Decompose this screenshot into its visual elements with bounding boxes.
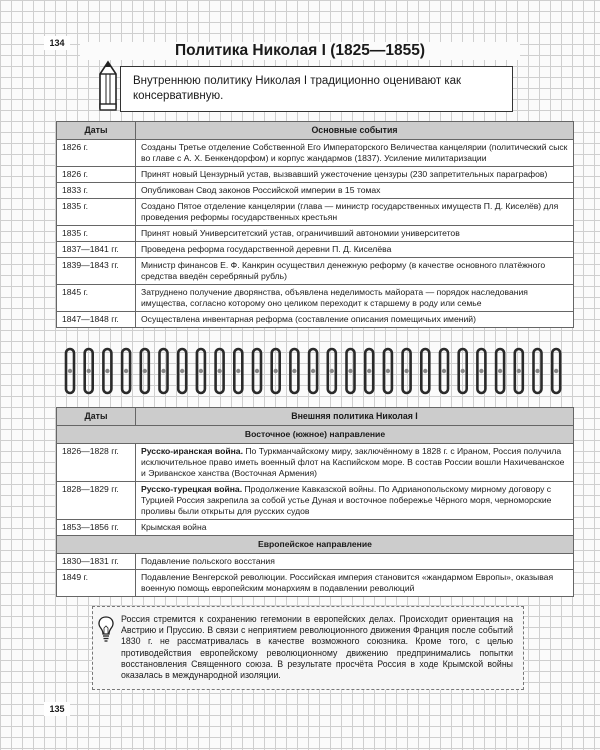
row-event: Подавление польского восстания [136, 554, 574, 570]
row-date: 1833 г. [57, 183, 136, 199]
binding-hole [199, 369, 203, 373]
row-event: Осуществлена инвентарная реформа (составление описания помещичьих имений) [136, 312, 574, 328]
header-dates: Даты [57, 122, 136, 140]
row-date: 1826 г. [57, 167, 136, 183]
row-date: 1826 г. [57, 140, 136, 167]
table-row [57, 140, 574, 167]
header-dates: Даты [57, 408, 136, 426]
event-text: По Туркманчайскому миру, заключённому в 1828 г. с Ираном, Россия получила исключительное право иметь военный флот на Каспийском море. В состав России вошли Нахичеванское и Эриванское ханства (Восточная Армения) [141, 446, 565, 478]
binding-hole [535, 369, 539, 373]
row-event [136, 482, 574, 520]
event-title: Русско-иранская война. [141, 446, 243, 456]
binding-hole [367, 369, 371, 373]
binding-hole [404, 369, 408, 373]
binding-hole [217, 369, 221, 373]
table-header-row [57, 408, 574, 426]
binding-hole [255, 369, 259, 373]
row-date: 1837—1841 гг. [57, 242, 136, 258]
intro-box [120, 66, 513, 112]
binding-hole [348, 369, 352, 373]
row-date: 1835 г. [57, 226, 136, 242]
binding-hole [517, 369, 521, 373]
subheading-row [57, 536, 574, 554]
row-event: Принят новый Университетский устав, ограничивший автономии университетов [136, 226, 574, 242]
summary-note [92, 606, 524, 690]
table-row [57, 444, 574, 482]
table-row [57, 554, 574, 570]
row-date: 1847—1848 гг. [57, 312, 136, 328]
page-number-bottom: 135 [44, 702, 70, 716]
binding-hole [311, 369, 315, 373]
row-date: 1828—1829 гг. [57, 482, 136, 520]
header-foreign-policy: Внешняя политика Николая I [136, 408, 574, 426]
binding-hole [386, 369, 390, 373]
binding-hole [161, 369, 165, 373]
table-row [57, 167, 574, 183]
intro-text: Внутреннюю политику Николая I традиционно оценивают как консервативную. [133, 75, 462, 102]
binding-hole [87, 369, 91, 373]
table-row [57, 312, 574, 328]
binding-hole [479, 369, 483, 373]
binding-hole [292, 369, 296, 373]
row-event: Создано Пятое отделение канцелярии (глава — министр государственных имуществ П. Д. Киселёв) для проведения реформы государственных крестьян [136, 199, 574, 226]
row-date: 1826—1828 гг. [57, 444, 136, 482]
table-row [57, 183, 574, 199]
row-date: 1835 г. [57, 199, 136, 226]
east-direction-heading: Восточное (южное) направление [57, 426, 574, 444]
binding-hole [423, 369, 427, 373]
binding-hole [180, 369, 184, 373]
table-row [57, 242, 574, 258]
row-event: Созданы Третье отделение Собственной Его Императорского Величества канцелярии (политический сыск во главе с А. Х. Бенкендорфом) и корпус жандармов (1837). Усиление милитаризации [136, 140, 574, 167]
row-event: Проведена реформа государственной деревни П. Д. Киселёва [136, 242, 574, 258]
table-row [57, 285, 574, 312]
row-date: 1830—1831 гг. [57, 554, 136, 570]
row-event: Министр финансов Е. Ф. Канкрин осуществил денежную реформу (в качестве основного платёжного средства введён серебряный рубль) [136, 258, 574, 285]
row-date: 1845 г. [57, 285, 136, 312]
binding-hole [442, 369, 446, 373]
table-header-row [57, 122, 574, 140]
binding-hole [105, 369, 109, 373]
page-title: Политика Николая I (1825—1855) [80, 42, 520, 60]
row-event: Затруднено получение дворянства, объявлена неделимость майората — порядок наследования имущества, согласно которому оно целиком переходит к старшему в роду или семье [136, 285, 574, 312]
event-title: Русско-турецкая война. [141, 484, 243, 494]
binding-hole [143, 369, 147, 373]
binding-hole [274, 369, 278, 373]
binding-hole [68, 369, 72, 373]
row-event: Крымская война [136, 520, 574, 536]
table-row [57, 520, 574, 536]
table-row [57, 570, 574, 597]
table-row [57, 258, 574, 285]
pencil-icon [96, 60, 120, 114]
page-number-top: 134 [44, 36, 70, 50]
note-text: Россия стремится к сохранению гегемонии в европейских делах. Происходит ориентация на Австрию и Пруссию. В связи с неприятием революционного движения Франция после событий 1830 г. не рассматривалась в качестве возможного союзника. Кроме того, с целью противодействия европейскому революционному движению предпринимались попытки восстановления Священного союза. В результате просчёта Россия в ходе Крымской войны оказалась в международной изоляции. [121, 614, 513, 681]
event-text: Продолжение Кавказской войны. По Адрианопольскому мирному договору с Турцией Россия закрепила за собой устье Дуная и восточное побережье Чёрного моря, черноморские проливы были открыты для русских судов [141, 484, 552, 516]
europe-direction-heading: Европейское направление [57, 536, 574, 554]
table-row [57, 482, 574, 520]
row-event: Опубликован Свод законов Российской империи в 15 томах [136, 183, 574, 199]
binding-hole [236, 369, 240, 373]
subheading-row [57, 426, 574, 444]
row-date: 1853—1856 гг. [57, 520, 136, 536]
row-event [136, 444, 574, 482]
binding-hole [498, 369, 502, 373]
row-event: Подавление Венгерской революции. Российская империя становится «жандармом Европы», оказывая военную помощь европейским монархиям в подавлении революций [136, 570, 574, 597]
domestic-policy-table [56, 121, 574, 328]
table-row [57, 226, 574, 242]
table-row [57, 199, 574, 226]
foreign-policy-table [56, 407, 574, 597]
row-event: Принят новый Цензурный устав, вызвавший ужесточение цензуры (230 запретительных параграфов) [136, 167, 574, 183]
binding-hole [461, 369, 465, 373]
row-date: 1839—1843 гг. [57, 258, 136, 285]
binding-hole [124, 369, 128, 373]
spiral-binding [0, 345, 600, 397]
lightbulb-icon [96, 614, 116, 644]
binding-hole [554, 369, 558, 373]
header-events: Основные события [136, 122, 574, 140]
row-date: 1849 г. [57, 570, 136, 597]
binding-hole [330, 369, 334, 373]
